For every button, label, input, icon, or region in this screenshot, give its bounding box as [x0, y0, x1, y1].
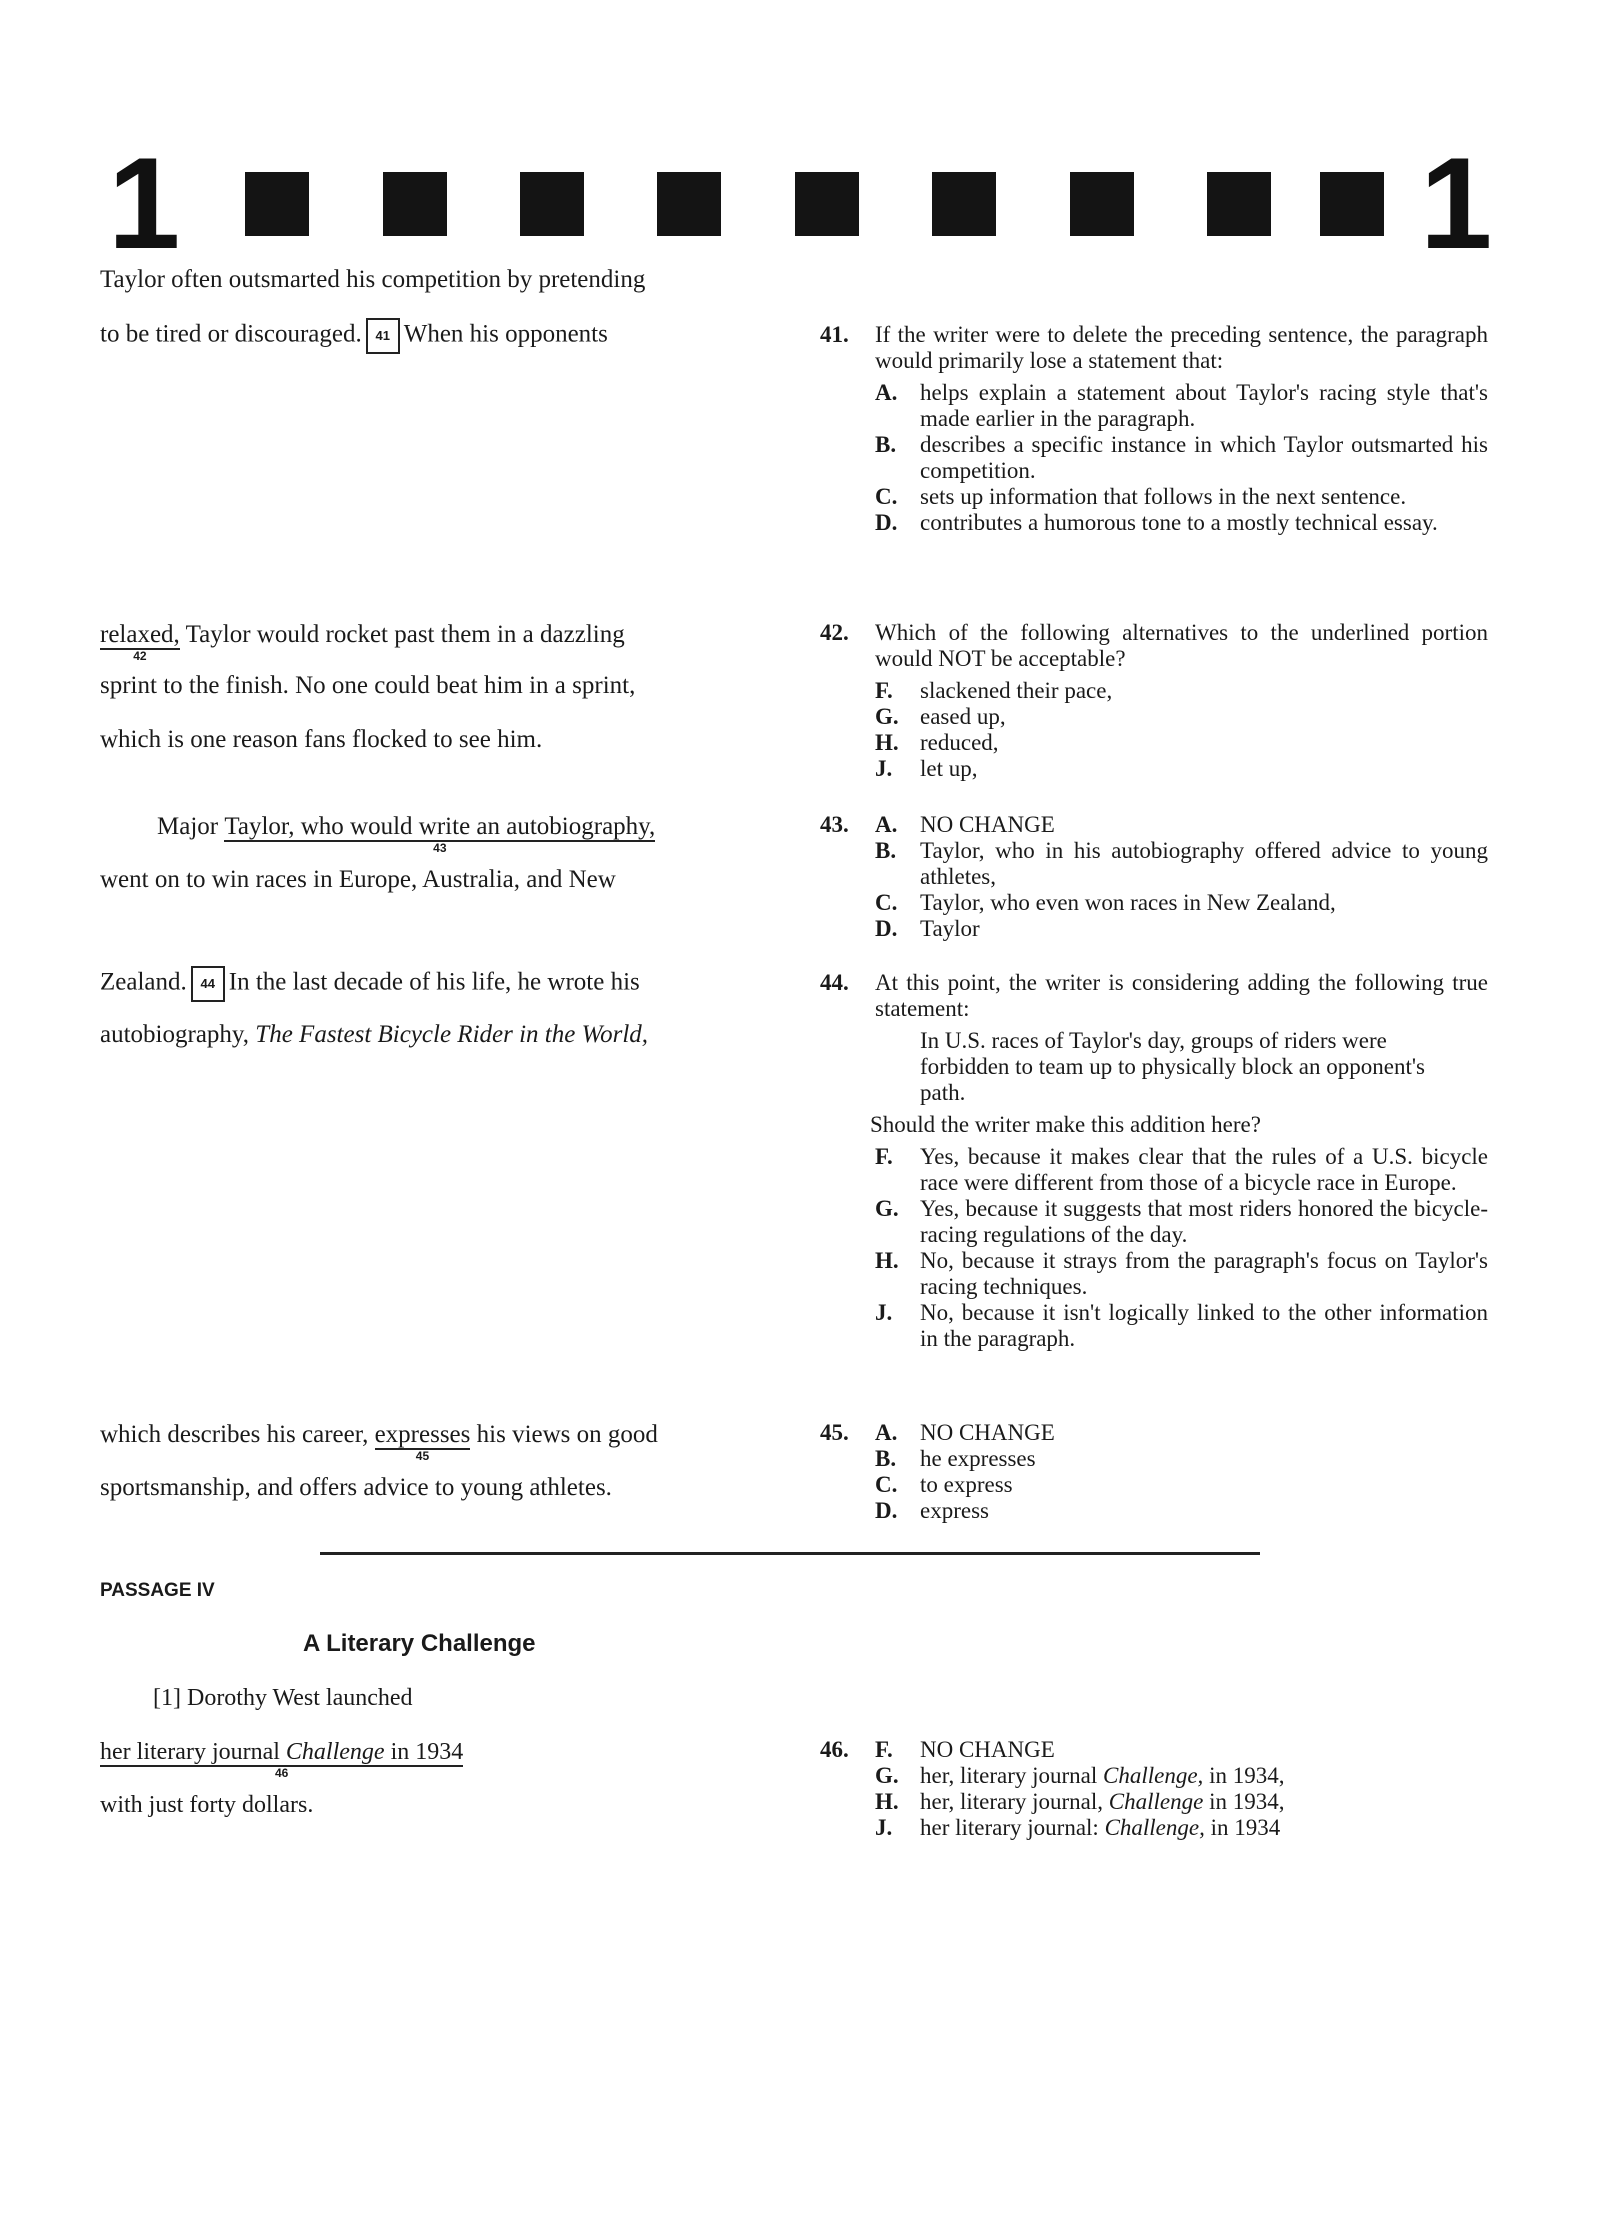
- answer-option[interactable]: [875, 730, 1488, 756]
- option-letter: F.: [875, 1737, 893, 1762]
- option-text: to express: [920, 1472, 1013, 1497]
- header-block: [1320, 172, 1384, 236]
- answer-option[interactable]: [875, 812, 1488, 838]
- question-41: [820, 322, 1488, 536]
- question-number: 46.: [820, 1737, 849, 1762]
- option-letter: D.: [875, 510, 898, 535]
- underlined-text: expresses: [374, 1421, 471, 1448]
- passage-line: [100, 1020, 648, 1050]
- option-text: NO CHANGE: [920, 1737, 1055, 1762]
- option-text: in 1934,: [1203, 1763, 1285, 1788]
- question-number: 43.: [820, 812, 849, 837]
- option-text: Yes, because it suggests that most riders honored the bicycle-racing regulations of the day.: [920, 1196, 1488, 1247]
- option-text: No, because it isn't logically linked to the other information in the paragraph.: [920, 1300, 1488, 1351]
- book-title: The Fastest Bicycle Rider in the World,: [255, 1021, 649, 1048]
- question-marker-46: 46: [274, 1766, 289, 1780]
- question-number: 44.: [820, 970, 849, 995]
- question-43: [820, 812, 1488, 942]
- underlined-text: in 1934: [390, 1739, 464, 1765]
- question-number: 41.: [820, 322, 849, 347]
- option-letter: B.: [875, 432, 897, 457]
- question-box-44: 44: [191, 966, 225, 1002]
- answer-option[interactable]: [875, 838, 1488, 890]
- option-letter: J.: [875, 1815, 893, 1840]
- passage-line: [100, 966, 640, 1002]
- passage-text: to be tired or discouraged.: [100, 320, 362, 348]
- answer-option[interactable]: [875, 1144, 1488, 1196]
- option-text: her, literary journal: [920, 1763, 1104, 1788]
- passage-label: PASSAGE IV: [100, 1580, 215, 1601]
- question-42: [820, 620, 1488, 782]
- option-text: NO CHANGE: [920, 1420, 1055, 1445]
- option-text: contributes a humorous tone to a mostly technical essay.: [920, 510, 1438, 535]
- question-box-41: 41: [366, 318, 400, 354]
- question-number: 42.: [820, 620, 849, 645]
- underlined-text: Taylor, who would write an autobiography,: [224, 813, 656, 840]
- question-prompt: Should the writer make this addition here?: [870, 1112, 1261, 1137]
- option-letter: F.: [875, 1144, 893, 1169]
- journal-title: Challenge,: [1103, 1763, 1204, 1788]
- option-letter: G.: [875, 704, 899, 729]
- question-46: [820, 1737, 1488, 1841]
- option-letter: A.: [875, 812, 898, 837]
- journal-title: Challenge: [285, 1739, 385, 1765]
- option-text: NO CHANGE: [920, 812, 1055, 837]
- underlined-text: relaxed,: [100, 621, 180, 648]
- answer-option[interactable]: [875, 916, 1488, 942]
- option-letter: A.: [875, 380, 898, 405]
- passage-line: [100, 620, 625, 663]
- section-divider: [320, 1552, 1260, 1555]
- option-letter: C.: [875, 1472, 898, 1497]
- passage-line: [157, 812, 656, 855]
- answer-option[interactable]: [875, 1446, 1488, 1472]
- option-text: let up,: [920, 756, 978, 781]
- answer-option[interactable]: [875, 380, 1488, 432]
- option-text: express: [920, 1498, 989, 1523]
- header-block: [1207, 172, 1271, 236]
- answer-option[interactable]: [875, 1196, 1488, 1248]
- passage-line: [100, 1737, 464, 1780]
- passage-text: In the last decade of his life, he wrote his: [228, 968, 640, 996]
- header-block: [383, 172, 447, 236]
- header-block: [245, 172, 309, 236]
- question-marker-42: 42: [133, 649, 147, 663]
- passage-line: [1] Dorothy West launched: [153, 1685, 413, 1711]
- passage-text: his views on good: [476, 1421, 658, 1448]
- passage-text: When his opponents: [403, 320, 608, 348]
- option-letter: A.: [875, 1420, 898, 1445]
- option-text: he expresses: [920, 1446, 1036, 1471]
- option-letter: H.: [875, 1789, 899, 1814]
- underlined-portion-43: [224, 813, 656, 855]
- header-block: [1070, 172, 1134, 236]
- option-text: her, literary journal,: [920, 1789, 1109, 1814]
- underlined-text: her literary journal: [100, 1739, 280, 1765]
- option-text: sets up information that follows in the next sentence.: [920, 484, 1407, 509]
- option-text: helps explain a statement about Taylor's racing style that's made earlier in the paragraph.: [920, 380, 1488, 431]
- passage-title: A Literary Challenge: [303, 1630, 536, 1657]
- header-block: [520, 172, 584, 236]
- passage-line: sprint to the finish. No one could beat him in a sprint,: [100, 672, 636, 699]
- option-letter: D.: [875, 916, 898, 941]
- passage-text: which describes his career,: [100, 1421, 369, 1448]
- answer-option[interactable]: [875, 1815, 1488, 1841]
- proposed-addition: In U.S. races of Taylor's day, groups of riders were forbidden to team up to physically block an opponent's path.: [920, 1028, 1425, 1105]
- passage-text: Zealand.: [100, 968, 187, 996]
- passage-line: which is one reason fans flocked to see him.: [100, 726, 543, 753]
- passage-line: with just forty dollars.: [100, 1792, 314, 1818]
- option-text: eased up,: [920, 704, 1006, 729]
- option-text: Taylor, who even won races in New Zealand,: [920, 890, 1336, 915]
- option-letter: J.: [875, 756, 893, 781]
- header-block: [795, 172, 859, 236]
- option-letter: B.: [875, 838, 897, 863]
- answer-option[interactable]: [875, 1420, 1488, 1446]
- passage-text: Major: [157, 813, 219, 840]
- option-letter: J.: [875, 1300, 893, 1325]
- underlined-portion-46: [100, 1739, 464, 1780]
- question-stem: At this point, the writer is considering adding the following true statement:: [875, 970, 1488, 1021]
- option-letter: G.: [875, 1763, 899, 1788]
- answer-option[interactable]: [875, 1763, 1488, 1789]
- option-text: her literary journal:: [920, 1815, 1105, 1840]
- header-block: [657, 172, 721, 236]
- underlined-portion-42: [100, 621, 180, 663]
- answer-option[interactable]: [875, 1248, 1488, 1300]
- passage-text: Taylor would rocket past them in a dazzling: [185, 621, 625, 648]
- option-text: in 1934,: [1203, 1789, 1285, 1814]
- passage-line: [100, 1420, 658, 1463]
- option-text: Taylor, who in his autobiography offered advice to young athletes,: [920, 838, 1488, 889]
- question-number: 45.: [820, 1420, 849, 1445]
- answer-option[interactable]: [875, 1498, 1488, 1524]
- passage-text: autobiography,: [100, 1021, 250, 1048]
- question-marker-43: 43: [433, 841, 447, 855]
- journal-title: Challenge,: [1104, 1815, 1205, 1840]
- answer-option[interactable]: [875, 1300, 1488, 1352]
- answer-option[interactable]: [875, 678, 1488, 704]
- answer-option[interactable]: [875, 890, 1488, 916]
- option-letter: D.: [875, 1498, 898, 1523]
- option-letter: G.: [875, 1196, 899, 1221]
- answer-option[interactable]: [875, 1789, 1488, 1815]
- section-number-right: 1: [1420, 130, 1493, 276]
- header-block: [932, 172, 996, 236]
- option-letter: F.: [875, 678, 893, 703]
- journal-title: Challenge: [1108, 1789, 1204, 1814]
- underlined-portion-45: [374, 1421, 471, 1463]
- option-text: No, because it strays from the paragraph's focus on Taylor's racing techniques.: [920, 1248, 1488, 1299]
- section-number-left: 1: [108, 130, 181, 276]
- passage-line: went on to win races in Europe, Australia, and New: [100, 866, 616, 893]
- passage-line: sportsmanship, and offers advice to young athletes.: [100, 1474, 612, 1501]
- question-stem: Which of the following alternatives to the underlined portion would NOT be acceptable?: [875, 620, 1488, 671]
- option-text: in 1934: [1204, 1815, 1281, 1840]
- answer-option[interactable]: [875, 704, 1488, 730]
- option-letter: C.: [875, 890, 898, 915]
- option-text: Yes, because it makes clear that the rules of a U.S. bicycle race were different from those of a bicycle race in Europe.: [920, 1144, 1488, 1195]
- option-text: slackened their pace,: [920, 678, 1113, 703]
- option-text: reduced,: [920, 730, 999, 755]
- answer-option[interactable]: [875, 1737, 1488, 1763]
- answer-option[interactable]: [875, 432, 1488, 484]
- option-text: describes a specific instance in which Taylor outsmarted his competition.: [920, 432, 1488, 483]
- option-letter: B.: [875, 1446, 897, 1471]
- option-letter: C.: [875, 484, 898, 509]
- question-marker-45: 45: [415, 1449, 430, 1463]
- passage-line: Taylor often outsmarted his competition by pretending: [100, 266, 646, 293]
- option-text: Taylor: [920, 916, 980, 941]
- question-44: [820, 970, 1488, 1352]
- option-letter: H.: [875, 1248, 899, 1273]
- passage-line: [100, 318, 608, 354]
- answer-option[interactable]: [875, 1472, 1488, 1498]
- question-stem: If the writer were to delete the preceding sentence, the paragraph would primarily lose a statement that:: [875, 322, 1488, 373]
- option-letter: H.: [875, 730, 899, 755]
- question-45: [820, 1420, 1488, 1524]
- answer-option[interactable]: [875, 756, 1488, 782]
- answer-option[interactable]: [875, 510, 1488, 536]
- answer-option[interactable]: [875, 484, 1488, 510]
